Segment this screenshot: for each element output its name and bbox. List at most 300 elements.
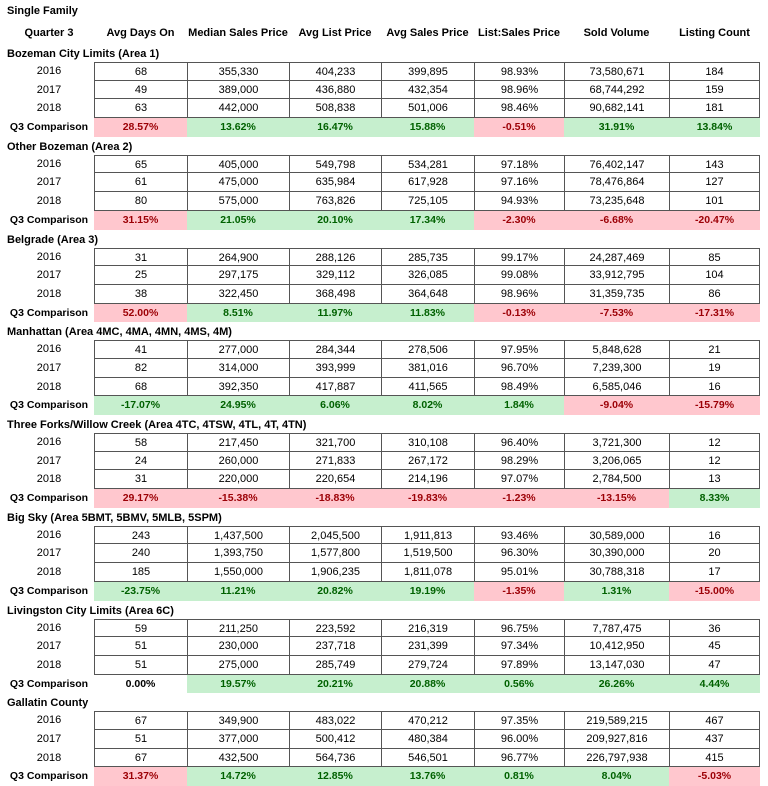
table-cell: 411,565 xyxy=(381,378,474,397)
table-cell: 399,895 xyxy=(381,62,474,81)
table-row xyxy=(4,81,760,100)
header-median-sales-price: Median Sales Price xyxy=(188,27,288,39)
header-avg-list-price: Avg List Price xyxy=(298,27,372,39)
comparison-cell: -7.53% xyxy=(564,304,669,323)
table-cell: 2,045,500 xyxy=(289,526,381,545)
comparison-cell: 20.21% xyxy=(289,675,381,694)
table-cell: 243 xyxy=(94,526,187,545)
table-cell: 181 xyxy=(669,99,760,118)
table-cell: 237,718 xyxy=(289,637,381,656)
table-cell: 432,354 xyxy=(381,81,474,100)
table-cell: 96.75% xyxy=(474,619,564,638)
table-cell: 12 xyxy=(669,433,760,452)
table-cell: 98.96% xyxy=(474,81,564,100)
table-cell: 97.34% xyxy=(474,637,564,656)
table-cell: 65 xyxy=(94,155,187,174)
table-cell: 31,359,735 xyxy=(564,285,669,304)
comparison-cell: -15.00% xyxy=(669,582,760,601)
comparison-cell: -2.30% xyxy=(474,211,564,230)
comparison-cell: 52.00% xyxy=(94,304,187,323)
table-cell: 617,928 xyxy=(381,173,474,192)
comparison-cell: 17.34% xyxy=(381,211,474,230)
table-row xyxy=(4,285,760,304)
table-cell: 508,838 xyxy=(289,99,381,118)
table-cell: 405,000 xyxy=(187,155,289,174)
table-cell: 31 xyxy=(94,248,187,267)
table-cell: 377,000 xyxy=(187,730,289,749)
section-title: Manhattan (Area 4MC, 4MA, 4MN, 4MS, 4M) xyxy=(7,326,232,339)
sections-container xyxy=(4,44,760,786)
table-row xyxy=(4,470,760,489)
comparison-cell: 31.91% xyxy=(564,118,669,137)
comparison-row xyxy=(4,489,760,508)
comparison-row xyxy=(4,396,760,415)
year-label: 2017 xyxy=(36,83,62,96)
table-cell: 546,501 xyxy=(381,749,474,768)
table-cell: 95.01% xyxy=(474,563,564,582)
comparison-cell: -0.51% xyxy=(474,118,564,137)
year-label: 2016 xyxy=(36,528,62,541)
table-cell: 288,126 xyxy=(289,248,381,267)
table-cell: 19 xyxy=(669,359,760,378)
comparison-row xyxy=(4,582,760,601)
comparison-label: Q3 Comparison xyxy=(9,306,89,319)
table-row xyxy=(4,248,760,267)
table-cell: 230,000 xyxy=(187,637,289,656)
section-title: Bozeman City Limits (Area 1) xyxy=(7,48,160,60)
comparison-row xyxy=(4,304,760,323)
table-cell: 417,887 xyxy=(289,378,381,397)
year-label: 2018 xyxy=(36,102,62,115)
section-title: Gallatin County xyxy=(7,697,89,710)
table-cell: 501,006 xyxy=(381,99,474,118)
table-cell: 564,736 xyxy=(289,749,381,768)
table-cell: 275,000 xyxy=(187,656,289,675)
table-cell: 392,350 xyxy=(187,378,289,397)
table-cell: 90,682,141 xyxy=(564,99,669,118)
table-cell: 216,319 xyxy=(381,619,474,638)
table-cell: 184 xyxy=(669,62,760,81)
comparison-cell: -15.79% xyxy=(669,396,760,415)
comparison-cell: 20.10% xyxy=(289,211,381,230)
table-cell: 381,016 xyxy=(381,359,474,378)
table-cell: 329,112 xyxy=(289,266,381,285)
table-row xyxy=(4,452,760,471)
header-avg-sales-price: Avg Sales Price xyxy=(386,27,469,39)
table-cell: 68 xyxy=(94,378,187,397)
table-cell: 96.30% xyxy=(474,544,564,563)
comparison-cell: -17.07% xyxy=(94,396,187,415)
table-cell: 16 xyxy=(669,378,760,397)
table-row xyxy=(4,173,760,192)
table-cell: 226,797,938 xyxy=(564,749,669,768)
year-label: 2018 xyxy=(36,287,62,300)
year-label: 2017 xyxy=(36,361,62,374)
table-cell: 3,206,065 xyxy=(564,452,669,471)
comparison-cell: 19.57% xyxy=(187,675,289,694)
comparison-cell: 8.02% xyxy=(381,396,474,415)
table-cell: 99.08% xyxy=(474,266,564,285)
table-cell: 12 xyxy=(669,452,760,471)
comparison-cell: 26.26% xyxy=(564,675,669,694)
table-cell: 442,000 xyxy=(187,99,289,118)
comparison-cell: 16.47% xyxy=(289,118,381,137)
comparison-cell: 1.84% xyxy=(474,396,564,415)
table-cell: 13,147,030 xyxy=(564,656,669,675)
table-cell: 78,476,864 xyxy=(564,173,669,192)
comparison-cell: 21.05% xyxy=(187,211,289,230)
table-cell: 321,700 xyxy=(289,433,381,452)
table-cell: 355,330 xyxy=(187,62,289,81)
table-cell: 80 xyxy=(94,192,187,211)
section-title: Other Bozeman (Area 2) xyxy=(7,140,133,153)
table-cell: 20 xyxy=(669,544,760,563)
table-cell: 94.93% xyxy=(474,192,564,211)
comparison-cell: -9.04% xyxy=(564,396,669,415)
table-cell: 231,399 xyxy=(381,637,474,656)
section-title: Livingston City Limits (Area 6C) xyxy=(7,604,174,617)
comparison-cell: 0.56% xyxy=(474,675,564,694)
comparison-cell: 19.19% xyxy=(381,582,474,601)
header-sold-volume: Sold Volume xyxy=(583,27,650,39)
table-cell: 314,000 xyxy=(187,359,289,378)
table-cell: 98.96% xyxy=(474,285,564,304)
comparison-cell: 8.04% xyxy=(564,767,669,786)
table-cell: 73,580,671 xyxy=(564,62,669,81)
table-cell: 393,999 xyxy=(289,359,381,378)
table-cell: 96.70% xyxy=(474,359,564,378)
table-cell: 7,239,300 xyxy=(564,359,669,378)
table-cell: 297,175 xyxy=(187,266,289,285)
table-cell: 59 xyxy=(94,619,187,638)
comparison-cell: 28.57% xyxy=(94,118,187,137)
comparison-cell: 8.51% xyxy=(187,304,289,323)
year-label: 2016 xyxy=(36,65,62,77)
table-cell: 98.49% xyxy=(474,378,564,397)
table-cell: 68,744,292 xyxy=(564,81,669,100)
comparison-cell: 29.17% xyxy=(94,489,187,508)
table-cell: 98.29% xyxy=(474,452,564,471)
year-label: 2018 xyxy=(36,380,62,393)
comparison-label: Q3 Comparison xyxy=(9,770,89,783)
comparison-cell: -0.13% xyxy=(474,304,564,323)
comparison-label: Q3 Comparison xyxy=(9,121,89,134)
comparison-label: Q3 Comparison xyxy=(9,492,89,505)
table-cell: 25 xyxy=(94,266,187,285)
table-cell: 5,848,628 xyxy=(564,340,669,359)
table-cell: 96.40% xyxy=(474,433,564,452)
comparison-cell: 14.72% xyxy=(187,767,289,786)
table-cell: 127 xyxy=(669,173,760,192)
comparison-cell: -17.31% xyxy=(669,304,760,323)
comparison-cell: -1.23% xyxy=(474,489,564,508)
table-row xyxy=(4,192,760,211)
comparison-cell: 12.85% xyxy=(289,767,381,786)
table-cell: 47 xyxy=(669,656,760,675)
table-cell: 96.77% xyxy=(474,749,564,768)
table-cell: 364,648 xyxy=(381,285,474,304)
year-label: 2018 xyxy=(36,195,62,208)
table-cell: 635,984 xyxy=(289,173,381,192)
comparison-cell: 20.88% xyxy=(381,675,474,694)
table-cell: 38 xyxy=(94,285,187,304)
table-cell: 24 xyxy=(94,452,187,471)
table-cell: 278,506 xyxy=(381,340,474,359)
table-cell: 36 xyxy=(669,619,760,638)
table-cell: 219,589,215 xyxy=(564,711,669,730)
table-cell: 534,281 xyxy=(381,155,474,174)
table-row xyxy=(4,656,760,675)
table-cell: 97.89% xyxy=(474,656,564,675)
table-cell: 1,811,078 xyxy=(381,563,474,582)
comparison-row xyxy=(4,118,760,137)
table-cell: 211,250 xyxy=(187,619,289,638)
comparison-label: Q3 Comparison xyxy=(9,584,89,597)
table-cell: 93.46% xyxy=(474,526,564,545)
table-cell: 101 xyxy=(669,192,760,211)
comparison-cell: -5.03% xyxy=(669,767,760,786)
table-cell: 725,105 xyxy=(381,192,474,211)
table-row xyxy=(4,526,760,545)
header-quarter: Quarter 3 xyxy=(24,27,74,39)
table-cell: 436,880 xyxy=(289,81,381,100)
table-cell: 3,721,300 xyxy=(564,433,669,452)
table-cell: 30,390,000 xyxy=(564,544,669,563)
comparison-cell: 13.76% xyxy=(381,767,474,786)
comparison-cell: -18.83% xyxy=(289,489,381,508)
comparison-cell: 13.84% xyxy=(669,118,760,137)
table-cell: 470,212 xyxy=(381,711,474,730)
comparison-cell: -13.15% xyxy=(564,489,669,508)
comparison-cell: -6.68% xyxy=(564,211,669,230)
report-sheet xyxy=(4,0,760,786)
table-cell: 260,000 xyxy=(187,452,289,471)
comparison-cell: -1.35% xyxy=(474,582,564,601)
table-row xyxy=(4,544,760,563)
comparison-cell: 20.82% xyxy=(289,582,381,601)
table-cell: 500,412 xyxy=(289,730,381,749)
table-cell: 58 xyxy=(94,433,187,452)
table-cell: 415 xyxy=(669,749,760,768)
comparison-row xyxy=(4,211,760,230)
table-cell: 322,450 xyxy=(187,285,289,304)
table-cell: 86 xyxy=(669,285,760,304)
table-cell: 7,787,475 xyxy=(564,619,669,638)
table-cell: 763,826 xyxy=(289,192,381,211)
header-avg-days-on: Avg Days On xyxy=(106,27,175,39)
table-cell: 220,000 xyxy=(187,470,289,489)
table-cell: 264,900 xyxy=(187,248,289,267)
year-label: 2016 xyxy=(36,157,62,170)
table-cell: 97.18% xyxy=(474,155,564,174)
table-cell: 99.17% xyxy=(474,248,564,267)
table-cell: 68 xyxy=(94,62,187,81)
year-label: 2018 xyxy=(36,658,62,671)
table-cell: 285,735 xyxy=(381,248,474,267)
table-cell: 437 xyxy=(669,730,760,749)
table-cell: 67 xyxy=(94,711,187,730)
table-cell: 220,654 xyxy=(289,470,381,489)
table-row xyxy=(4,266,760,285)
year-label: 2018 xyxy=(36,751,62,764)
table-cell: 33,912,795 xyxy=(564,266,669,285)
section-title: Three Forks/Willow Creek (Area 4TC, 4TSW, 4TL, 4T, 4TN) xyxy=(7,419,307,431)
table-cell: 389,000 xyxy=(187,81,289,100)
comparison-cell: -20.47% xyxy=(669,211,760,230)
table-cell: 549,798 xyxy=(289,155,381,174)
table-row xyxy=(4,749,760,768)
comparison-cell: -15.38% xyxy=(187,489,289,508)
comparison-label: Q3 Comparison xyxy=(9,677,89,690)
table-cell: 209,927,816 xyxy=(564,730,669,749)
table-row xyxy=(4,563,760,582)
table-cell: 51 xyxy=(94,656,187,675)
comparison-cell: 11.97% xyxy=(289,304,381,323)
comparison-cell: 1.31% xyxy=(564,582,669,601)
year-label: 2017 xyxy=(36,176,62,189)
comparison-cell: 11.83% xyxy=(381,304,474,323)
year-label: 2016 xyxy=(36,436,62,448)
comparison-cell: 13.62% xyxy=(187,118,289,137)
table-cell: 1,393,750 xyxy=(187,544,289,563)
table-row xyxy=(4,62,760,81)
table-cell: 483,022 xyxy=(289,711,381,730)
table-cell: 285,749 xyxy=(289,656,381,675)
table-cell: 31 xyxy=(94,470,187,489)
table-cell: 96.00% xyxy=(474,730,564,749)
table-cell: 368,498 xyxy=(289,285,381,304)
comparison-cell: 11.21% xyxy=(187,582,289,601)
table-cell: 85 xyxy=(669,248,760,267)
table-cell: 16 xyxy=(669,526,760,545)
year-label: 2017 xyxy=(36,454,62,467)
comparison-cell: 24.95% xyxy=(187,396,289,415)
year-label: 2016 xyxy=(36,343,62,356)
table-row xyxy=(4,340,760,359)
table-cell: 98.46% xyxy=(474,99,564,118)
table-cell: 475,000 xyxy=(187,173,289,192)
table-cell: 223,592 xyxy=(289,619,381,638)
table-cell: 271,833 xyxy=(289,452,381,471)
table-cell: 349,900 xyxy=(187,711,289,730)
table-cell: 61 xyxy=(94,173,187,192)
table-cell: 51 xyxy=(94,730,187,749)
section-title: Belgrade (Area 3) xyxy=(7,233,99,246)
table-cell: 41 xyxy=(94,340,187,359)
table-cell: 467 xyxy=(669,711,760,730)
comparison-cell: 31.15% xyxy=(94,211,187,230)
table-row xyxy=(4,711,760,730)
year-label: 2017 xyxy=(36,547,62,560)
comparison-cell: 0.00% xyxy=(94,675,187,694)
table-cell: 277,000 xyxy=(187,340,289,359)
table-cell: 17 xyxy=(669,563,760,582)
table-cell: 432,500 xyxy=(187,749,289,768)
table-cell: 1,577,800 xyxy=(289,544,381,563)
table-row xyxy=(4,155,760,174)
header-list-sales-price: List:Sales Price xyxy=(478,27,560,39)
table-cell: 214,196 xyxy=(381,470,474,489)
table-cell: 82 xyxy=(94,359,187,378)
table-cell: 159 xyxy=(669,81,760,100)
table-cell: 45 xyxy=(669,637,760,656)
comparison-cell: -23.75% xyxy=(94,582,187,601)
table-row xyxy=(4,619,760,638)
year-label: 2017 xyxy=(36,640,62,653)
table-cell: 49 xyxy=(94,81,187,100)
table-cell: 6,585,046 xyxy=(564,378,669,397)
table-cell: 97.95% xyxy=(474,340,564,359)
table-cell: 279,724 xyxy=(381,656,474,675)
table-cell: 73,235,648 xyxy=(564,192,669,211)
comparison-row xyxy=(4,675,760,694)
table-cell: 185 xyxy=(94,563,187,582)
table-cell: 76,402,147 xyxy=(564,155,669,174)
table-cell: 240 xyxy=(94,544,187,563)
table-cell: 1,550,000 xyxy=(187,563,289,582)
table-cell: 143 xyxy=(669,155,760,174)
table-cell: 480,384 xyxy=(381,730,474,749)
table-cell: 24,287,469 xyxy=(564,248,669,267)
year-label: 2016 xyxy=(36,250,62,263)
table-cell: 2,784,500 xyxy=(564,470,669,489)
table-row xyxy=(4,433,760,452)
table-cell: 284,344 xyxy=(289,340,381,359)
year-label: 2017 xyxy=(36,732,62,745)
table-row xyxy=(4,378,760,397)
table-cell: 217,450 xyxy=(187,433,289,452)
table-cell: 575,000 xyxy=(187,192,289,211)
table-cell: 1,519,500 xyxy=(381,544,474,563)
table-cell: 98.93% xyxy=(474,62,564,81)
table-row xyxy=(4,637,760,656)
table-cell: 13 xyxy=(669,470,760,489)
comparison-cell: -19.83% xyxy=(381,489,474,508)
comparison-cell: 0.81% xyxy=(474,767,564,786)
year-label: 2016 xyxy=(36,714,62,727)
table-row xyxy=(4,359,760,378)
table-row xyxy=(4,99,760,118)
table-cell: 21 xyxy=(669,340,760,359)
comparison-cell: 6.06% xyxy=(289,396,381,415)
table-cell: 51 xyxy=(94,637,187,656)
table-cell: 326,085 xyxy=(381,266,474,285)
table-cell: 267,172 xyxy=(381,452,474,471)
comparison-label: Q3 Comparison xyxy=(9,399,89,412)
comparison-cell: 4.44% xyxy=(669,675,760,694)
comparison-cell: 15.88% xyxy=(381,118,474,137)
table-row xyxy=(4,730,760,749)
table-cell: 30,788,318 xyxy=(564,563,669,582)
table-cell: 1,437,500 xyxy=(187,526,289,545)
comparison-cell: 8.33% xyxy=(669,489,760,508)
table-cell: 10,412,950 xyxy=(564,637,669,656)
table-cell: 1,906,235 xyxy=(289,563,381,582)
year-label: 2016 xyxy=(36,621,62,634)
comparison-cell: 31.37% xyxy=(94,767,187,786)
table-cell: 67 xyxy=(94,749,187,768)
section-title: Big Sky (Area 5BMT, 5BMV, 5MLB, 5SPM) xyxy=(7,511,222,524)
header-listing-count: Listing Count xyxy=(679,27,750,39)
table-cell: 104 xyxy=(669,266,760,285)
table-cell: 30,589,000 xyxy=(564,526,669,545)
table-cell: 1,911,813 xyxy=(381,526,474,545)
table-cell: 97.16% xyxy=(474,173,564,192)
table-cell: 404,233 xyxy=(289,62,381,81)
comparison-label: Q3 Comparison xyxy=(9,213,89,226)
year-label: 2018 xyxy=(36,473,62,486)
table-cell: 97.07% xyxy=(474,470,564,489)
